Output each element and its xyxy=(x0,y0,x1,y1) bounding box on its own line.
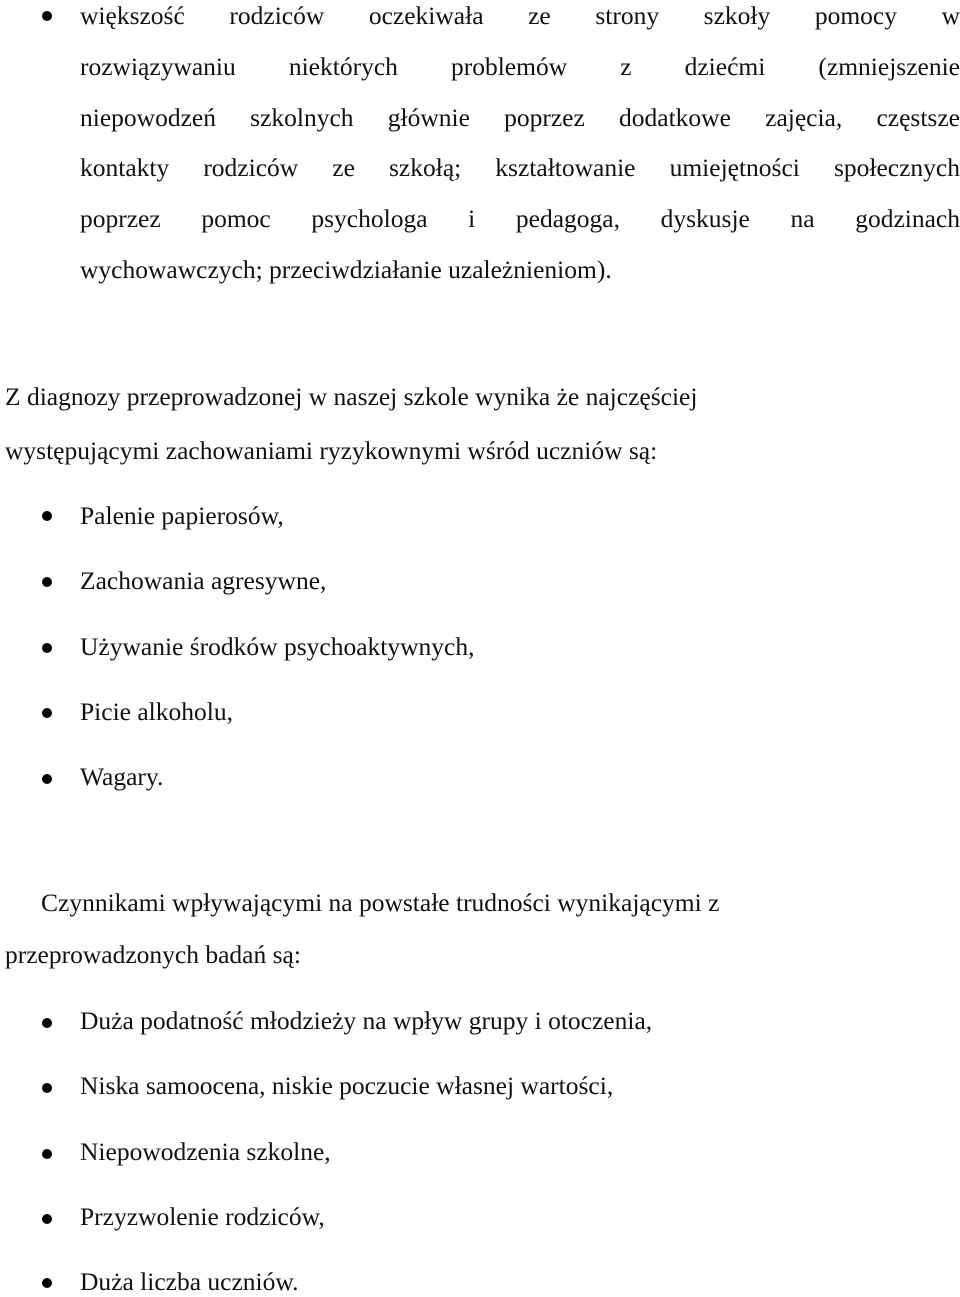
paragraph-line: wychowawczych; przeciwdziałanie uzależnieniom). xyxy=(80,255,612,284)
bullet-icon xyxy=(42,1018,52,1028)
paragraph-line: rozwiązywaniu niektórych problemów z dziećmi (zmniejszenie xyxy=(80,52,960,81)
bullet-icon xyxy=(42,1149,52,1159)
diagnosis-intro: Z diagnozy przeprowadzonej w naszej szkole wynika że najczęściej xyxy=(5,382,698,411)
bullet-icon xyxy=(42,774,52,784)
paragraph-line: większość rodziców oczekiwała ze strony szkoły pomocy w xyxy=(80,1,960,30)
list-item-text: Palenie papierosów, xyxy=(80,501,284,530)
paragraph-line: poprzez pomoc psychologa i pedagoga, dyskusje na godzinach xyxy=(80,204,960,233)
bullet-icon xyxy=(42,1214,52,1224)
list-item-text: Duża liczba uczniów. xyxy=(80,1267,299,1296)
bullet-icon xyxy=(42,708,52,718)
bullet-icon xyxy=(42,511,52,521)
paragraph-line: niepowodzeń szkolnych głównie poprzez dodatkowe zajęcia, częstsze xyxy=(80,103,960,132)
list-item-text: Picie alkoholu, xyxy=(80,697,233,726)
diagnosis-intro: występującymi zachowaniami ryzykownymi wśród uczniów są: xyxy=(5,436,658,465)
bullet-icon xyxy=(42,643,52,653)
list-item-text: Niepowodzenia szkolne, xyxy=(80,1137,331,1166)
list-item-text: Przyzwolenie rodziców, xyxy=(80,1202,325,1231)
list-item-text: Niska samoocena, niskie poczucie własnej wartości, xyxy=(80,1071,614,1100)
list-item-text: Zachowania agresywne, xyxy=(80,566,327,595)
list-item-text: Używanie środków psychoaktywnych, xyxy=(80,632,475,661)
paragraph-line: kontakty rodziców ze szkołą; kształtowanie umiejętności społecznych xyxy=(80,153,960,182)
bullet-icon xyxy=(42,577,52,587)
bullet-icon xyxy=(42,11,52,21)
list-item-text: Duża podatność młodzieży na wpływ grupy i otoczenia, xyxy=(80,1006,653,1035)
list-item-text: Wagary. xyxy=(80,762,164,791)
bullet-icon xyxy=(42,1278,52,1288)
factors-intro: Czynnikami wpływającymi na powstałe trudności wynikającymi z xyxy=(41,888,720,917)
bullet-icon xyxy=(42,1083,52,1093)
factors-intro: przeprowadzonych badań są: xyxy=(5,940,301,969)
